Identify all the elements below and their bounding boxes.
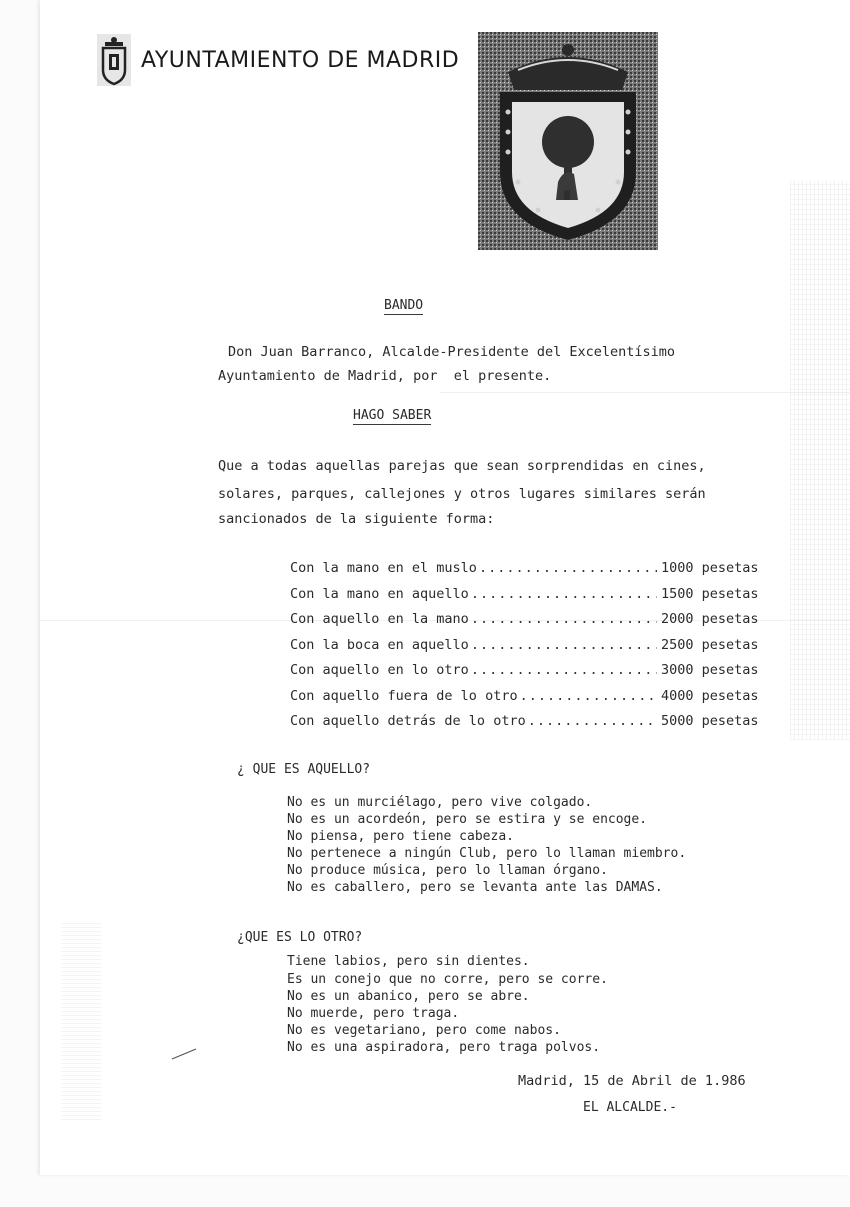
penalty-amount: 1500 pesetas <box>661 586 759 602</box>
penalty-row <box>290 637 765 657</box>
city-crest-small-icon <box>97 34 131 86</box>
dot-leader <box>528 713 657 729</box>
answer-line: Tiene labios, pero sin dientes. <box>287 954 530 969</box>
penalty-amount: 4000 pesetas <box>661 688 759 704</box>
answer-line: No piensa, pero tiene cabeza. <box>287 829 514 844</box>
penalty-row <box>290 713 765 733</box>
dot-leader <box>471 611 657 627</box>
penalty-description: Con la mano en aquello <box>290 586 469 602</box>
body-line: Que a todas aquellas parejas que sean sorprendidas en cines, <box>218 458 706 474</box>
penalty-description: Con aquello fuera de lo otro <box>290 688 518 704</box>
answer-line: No muerde, pero traga. <box>287 1006 460 1021</box>
answer-line: No pertenece a ningún Club, pero lo llaman miembro. <box>287 846 687 861</box>
dot-leader <box>520 688 657 704</box>
penalty-amount: 5000 pesetas <box>661 713 759 729</box>
answer-line: No es caballero, pero se levanta ante las DAMAS. <box>287 880 663 895</box>
answer-line: No es una aspiradora, pero traga polvos. <box>287 1040 601 1055</box>
answer-line: No es un murciélago, pero vive colgado. <box>287 795 593 810</box>
penalty-amount: 3000 pesetas <box>661 662 759 678</box>
signature-line: EL ALCALDE.- <box>583 1100 677 1115</box>
bando-heading: BANDO <box>384 298 424 313</box>
answer-line: No es vegetariano, pero come nabos. <box>287 1023 561 1038</box>
question-aquello: ¿ QUE ES AQUELLO? <box>237 762 371 777</box>
penalty-description: Con la mano en el muslo <box>290 560 477 576</box>
letterhead <box>97 30 459 90</box>
answer-line: No es un abanico, pero se abre. <box>287 989 530 1004</box>
coat-of-arms-image <box>478 32 658 250</box>
intro-line: Ayuntamiento de Madrid, por el presente. <box>218 368 552 384</box>
answer-line: No produce música, pero lo llaman órgano. <box>287 863 608 878</box>
penalty-amount: 2500 pesetas <box>661 637 759 653</box>
penalty-row <box>290 611 765 631</box>
answer-line: No es un acordeón, pero se estira y se encoge. <box>287 812 648 827</box>
question-lo-otro: ¿QUE ES LO OTRO? <box>237 930 363 945</box>
penalty-description: Con aquello detrás de lo otro <box>290 713 526 729</box>
dot-leader <box>471 586 657 602</box>
penalty-row <box>290 662 765 682</box>
hago-saber-heading: HAGO SABER <box>353 408 432 423</box>
answer-line: Es un conejo que no corre, pero se corre. <box>287 972 608 987</box>
penalty-row <box>290 688 765 708</box>
body-line: solares, parques, callejones y otros lugares similares serán <box>218 486 706 502</box>
penalty-amount: 1000 pesetas <box>661 560 759 576</box>
stray-mark-icon <box>170 1045 200 1061</box>
penalty-description: Con la boca en aquello <box>290 637 469 653</box>
penalty-amount: 2000 pesetas <box>661 611 759 627</box>
dot-leader <box>479 560 657 576</box>
dot-leader <box>471 637 657 653</box>
dot-leader <box>471 662 657 678</box>
scan-noise-right <box>790 180 850 740</box>
penalty-description: Con aquello en la mano <box>290 611 469 627</box>
date-line: Madrid, 15 de Abril de 1.986 <box>518 1073 746 1089</box>
penalty-row <box>290 560 765 580</box>
intro-line: Don Juan Barranco, Alcalde-Presidente del Excelentísimo <box>228 344 676 360</box>
penalty-description: Con aquello en lo otro <box>290 662 469 678</box>
penalty-row <box>290 586 765 606</box>
letterhead-title: AYUNTAMIENTO DE MADRID <box>141 47 460 73</box>
scan-noise-left <box>62 920 102 1120</box>
paper-fold <box>440 392 850 393</box>
body-line: sancionados de la siguiente forma: <box>218 511 495 527</box>
